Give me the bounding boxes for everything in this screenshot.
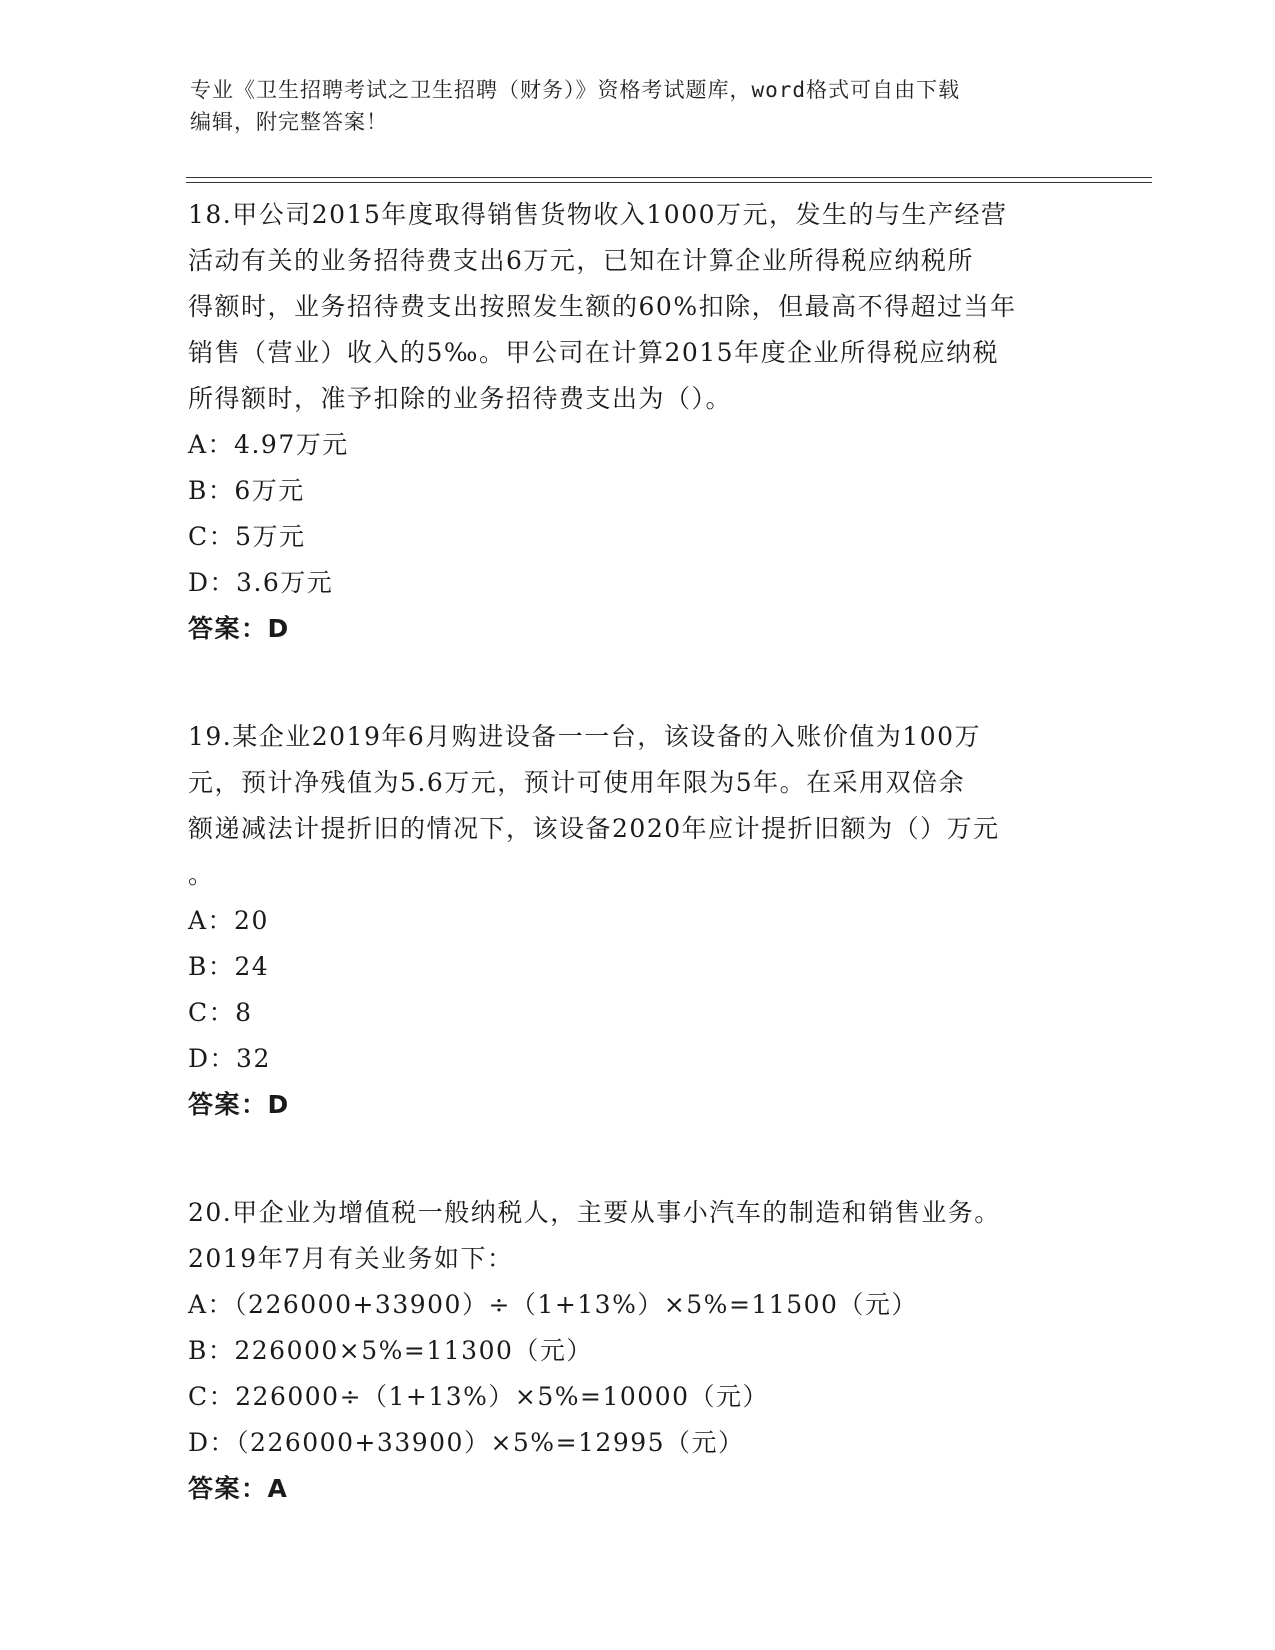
- stem-line: 19.某企业2019年6月购进设备一一台，该设备的入账价值为100万: [188, 722, 982, 751]
- option-a: A：20: [188, 906, 269, 935]
- answer-label: 答案：D: [188, 614, 290, 643]
- question-list: [188, 192, 1088, 1574]
- stem-line: 18.甲公司2015年度取得销售货物收入1000万元，发生的与生产经营: [188, 200, 1008, 229]
- option-c: C：5万元: [188, 522, 306, 551]
- header-divider-top: [186, 177, 1152, 178]
- option-c: C：8: [188, 998, 253, 1027]
- header-divider-bottom: [186, 182, 1152, 183]
- question-20: [188, 1190, 1088, 1512]
- option-b: B：24: [188, 952, 270, 981]
- answer-label: 答案：A: [188, 1474, 289, 1503]
- header-line-1: 专业《卫生招聘考试之卫生招聘（财务）》资格考试题库，word格式可自由下载: [190, 78, 961, 102]
- answer-label: 答案：D: [188, 1090, 290, 1119]
- option-a: A：（226000+33900）÷（1+13%）×5%=11500（元）: [188, 1290, 918, 1319]
- question-19: [188, 714, 1088, 1128]
- stem-line: 20.甲企业为增值税一般纳税人，主要从事小汽车的制造和销售业务。: [188, 1198, 1001, 1227]
- option-c: C：226000÷（1+13%）×5%=10000（元）: [188, 1382, 770, 1411]
- question-stem: [188, 1190, 1088, 1282]
- stem-line: 得额时，业务招待费支出按照发生额的60%扣除，但最高不得超过当年: [188, 292, 1017, 321]
- stem-line: 额递减法计提折旧的情况下，该设备2020年应计提折旧额为（）万元: [188, 814, 1000, 843]
- header-line-2: 编辑，附完整答案！: [190, 110, 388, 134]
- option-d: D：3.6万元: [188, 568, 334, 597]
- option-b: B：6万元: [188, 476, 305, 505]
- question-stem: [188, 192, 1088, 422]
- question-stem: [188, 714, 1088, 898]
- stem-line: 。: [188, 860, 215, 889]
- document-header: [190, 74, 1090, 138]
- stem-line: 2019年7月有关业务如下：: [188, 1244, 514, 1273]
- stem-line: 所得额时，准予扣除的业务招待费支出为（）。: [188, 384, 733, 413]
- stem-line: 活动有关的业务招待费支出6万元，已知在计算企业所得税应纳税所: [188, 246, 974, 275]
- option-d: D：（226000+33900）×5%=12995（元）: [188, 1428, 745, 1457]
- option-a: A：4.97万元: [188, 430, 349, 459]
- stem-line: 元，预计净残值为5.6万元，预计可使用年限为5年。在采用双倍余: [188, 768, 966, 797]
- stem-line: 销售（营业）收入的5‰。甲公司在计算2015年度企业所得税应纳税: [188, 338, 1000, 367]
- option-d: D：32: [188, 1044, 271, 1073]
- question-18: [188, 192, 1088, 652]
- option-b: B：226000×5%=11300（元）: [188, 1336, 593, 1365]
